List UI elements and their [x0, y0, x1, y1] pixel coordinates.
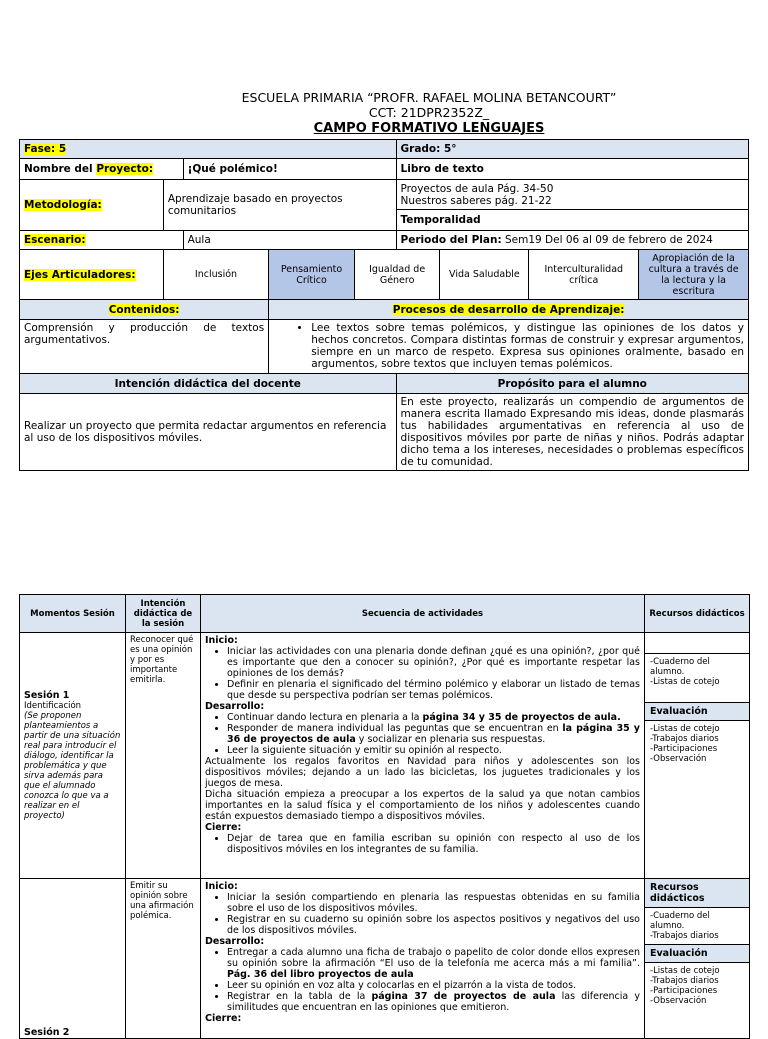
eje-apropiacion-cultura: Apropiación de la cultura a través de la lectura y la escritura [639, 250, 749, 300]
metodologia-value: Aprendizaje basado en proyectos comunitarios [163, 180, 396, 231]
proposito-text: En este proyecto, realizarás un compendio de argumentos de manera escrita llamado Expresando mis ideas, donde plasmarás tus habilidades argumentativas en referencia al uso de dispositivos móviles por parte de niñas y niños. Podrás adaptar dicho tema a los intereses, necesidades o problemas específicos de tu comunidad. [396, 394, 748, 471]
session-1-recursos-list: -Cuaderno del alumno. -Listas de cotejo [645, 653, 749, 690]
metodologia-label: Metodología: [20, 180, 164, 231]
contenidos-label: Contenidos: [20, 300, 269, 320]
col-recursos: Recursos didácticos [645, 595, 750, 633]
eje-vida-saludable: Vida Saludable [440, 250, 529, 300]
ejes-label: Ejes Articuladores: [20, 250, 164, 300]
session-2-secuencia: Inicio: • Iniciar la sesión compartiendo en plenaria las respuestas obtenidas en su familia sobre el uso de los dispositivos móviles. • Registrar en su cuaderno su opinión sobre los aspectos positivos y negativos del uso de los dispositivos móviles. Desarrollo: • Entregar a cada alumno una ficha de trabajo o papelito de color donde ellos expresen su opinión sobre la afirmación “El uso de la telefonía me acerca más a mi familia”. Pág. 36 del libro proyectos de aula • Leer su opinión en voz alta y colocarlas en el pizarrón a la vista de todos. • Registrar en la tabla de la página 37 de proyectos de aula las diferencia y similitudes que encuentran en las opiniones que emitieron. Cierre: [201, 879, 645, 1039]
session-1-secuencia: Inicio: • Iniciar las actividades con una plenaria donde definan ¿qué es una opinión?, ¿por qué es importante que den a conocer su opinión?, ¿Por qué es importante respetar las opiniones de los demás? • Definir en plenaria el significado del término polémico y elaborar un listado de temas que desde su perspectiva podrían ser temas polémicos. Desarrollo: • Continuar dando lectura en plenaria a la página 34 y 35 de proyectos de aula. • Responder de manera individual las peguntas que se encuentran en la página 35 y 36 de proyectos de aula y socializar en plenaria sus respuestas. • Leer la siguiente situación y emitir su opinión al respecto. Actualmente los regalos favoritos en Navidad para niños y adolescentes son los dispositivos móviles; dejando a un lado las bicicletas, los juguetes tradicionales y los juegos de mesa. Dicha situación empieza a preocupar a los expertos de la salud ya que notan cambios importantes en la salud física y el comportamiento de los niños y adolescentes cuando están expuestos demasiado tiempo a dispositivos móviles. Cierre: • Dejar de tarea que en familia escriban su opinión con respecto al uso de los dispositivos móviles en los integrantes de su familia. [201, 633, 645, 879]
session-2-recursos-list: -Cuaderno del alumno. -Trabajos diarios [650, 911, 719, 941]
school-name: ESCUELA PRIMARIA “PROFR. RAFAEL MOLINA BETANCOURT” [241, 90, 617, 105]
nombre-proyecto-value: ¡Qué polémico! [183, 159, 396, 180]
temporalidad-label: Temporalidad [396, 210, 748, 231]
col-intencion: Intención didáctica de la sesión [126, 595, 201, 633]
escenario-value: Aula [183, 231, 396, 250]
intencion-text: Realizar un proyecto que permita redactar argumentos en referencia al uso de los dispositivos móviles. [20, 394, 397, 471]
contenido-text: Comprensión y producción de textos argumentativos. [20, 320, 269, 374]
libro-texto-label: Libro de texto [396, 159, 748, 180]
session-1-evaluacion-label: Evaluación [645, 702, 749, 721]
session-2-recursos [645, 879, 750, 1039]
col-momentos: Momentos Sesión [20, 595, 126, 633]
session-1-recursos [645, 633, 750, 879]
periodo-cell: Periodo del Plan: Sem19 Del 06 al 09 de febrero de 2024 [396, 231, 748, 250]
eje-inclusion: Inclusión [163, 250, 268, 300]
session-1-intencion: Reconocer qué es una opinión y por es importante emitirla. [126, 633, 201, 879]
eje-igualdad-genero: Igualdad de Género [354, 250, 440, 300]
pda-text: • Lee textos sobre temas polémicos, y distingue las opiniones de los datos y hechos concretos. Compara distintas formas de construir y expresar argumentos, siempre en un marco de respeto. Expresa sus opiniones oralmente, basado en argumentos, sobre textos que incluyen temas polémicos. [269, 320, 749, 374]
nombre-proyecto-label: Nombre del Proyecto: [20, 159, 184, 180]
col-secuencia: Secuencia de actividades [201, 595, 645, 633]
escenario-label: Escenario: [20, 231, 184, 250]
eje-pensamiento-critico: Pensamiento Crítico [269, 250, 355, 300]
session-2-recursos-label: Recursos didácticos [645, 879, 749, 908]
session-2-intencion: Emitir su opinión sobre una afirmación polémica. [126, 879, 201, 1039]
grado-cell: Grado: 5° [396, 140, 748, 159]
fase-cell: Fase: 5 [20, 140, 397, 159]
sessions-table [19, 594, 750, 1039]
proposito-label: Propósito para el alumno [396, 374, 748, 394]
session-2-evaluacion-label: Evaluación [645, 944, 749, 963]
session-2-moment: Sesión 2 [20, 879, 126, 1039]
session-2-evaluacion-list: -Listas de cotejo -Trabajos diarios -Participaciones -Observación [650, 966, 720, 1006]
eje-interculturalidad: Interculturalidad crítica [529, 250, 639, 300]
pda-label: Procesos de desarrollo de Aprendizaje: [269, 300, 749, 320]
campo-formativo-title: CAMPO FORMATIVO LENGUAJES [313, 121, 545, 136]
session-1-evaluacion-list: -Listas de cotejo -Trabajos diarios -Participaciones -Observación [650, 724, 720, 764]
intencion-label: Intención didáctica del docente [20, 374, 397, 394]
libro-texto-value: Proyectos de aula Pág. 34-50 Nuestros saberes pág. 21-22 [396, 180, 748, 210]
session-1-moment: Sesión 1 Identificación (Se proponen planteamientos a partir de una situación real para introducir el diálogo, identificar la problemática y que sirva además para que el alumnado conozca lo que va a realizar en el proyecto) [20, 633, 126, 879]
planning-table [19, 139, 749, 471]
cct-code: CCT: 21DPR2352Z_ [368, 105, 490, 120]
